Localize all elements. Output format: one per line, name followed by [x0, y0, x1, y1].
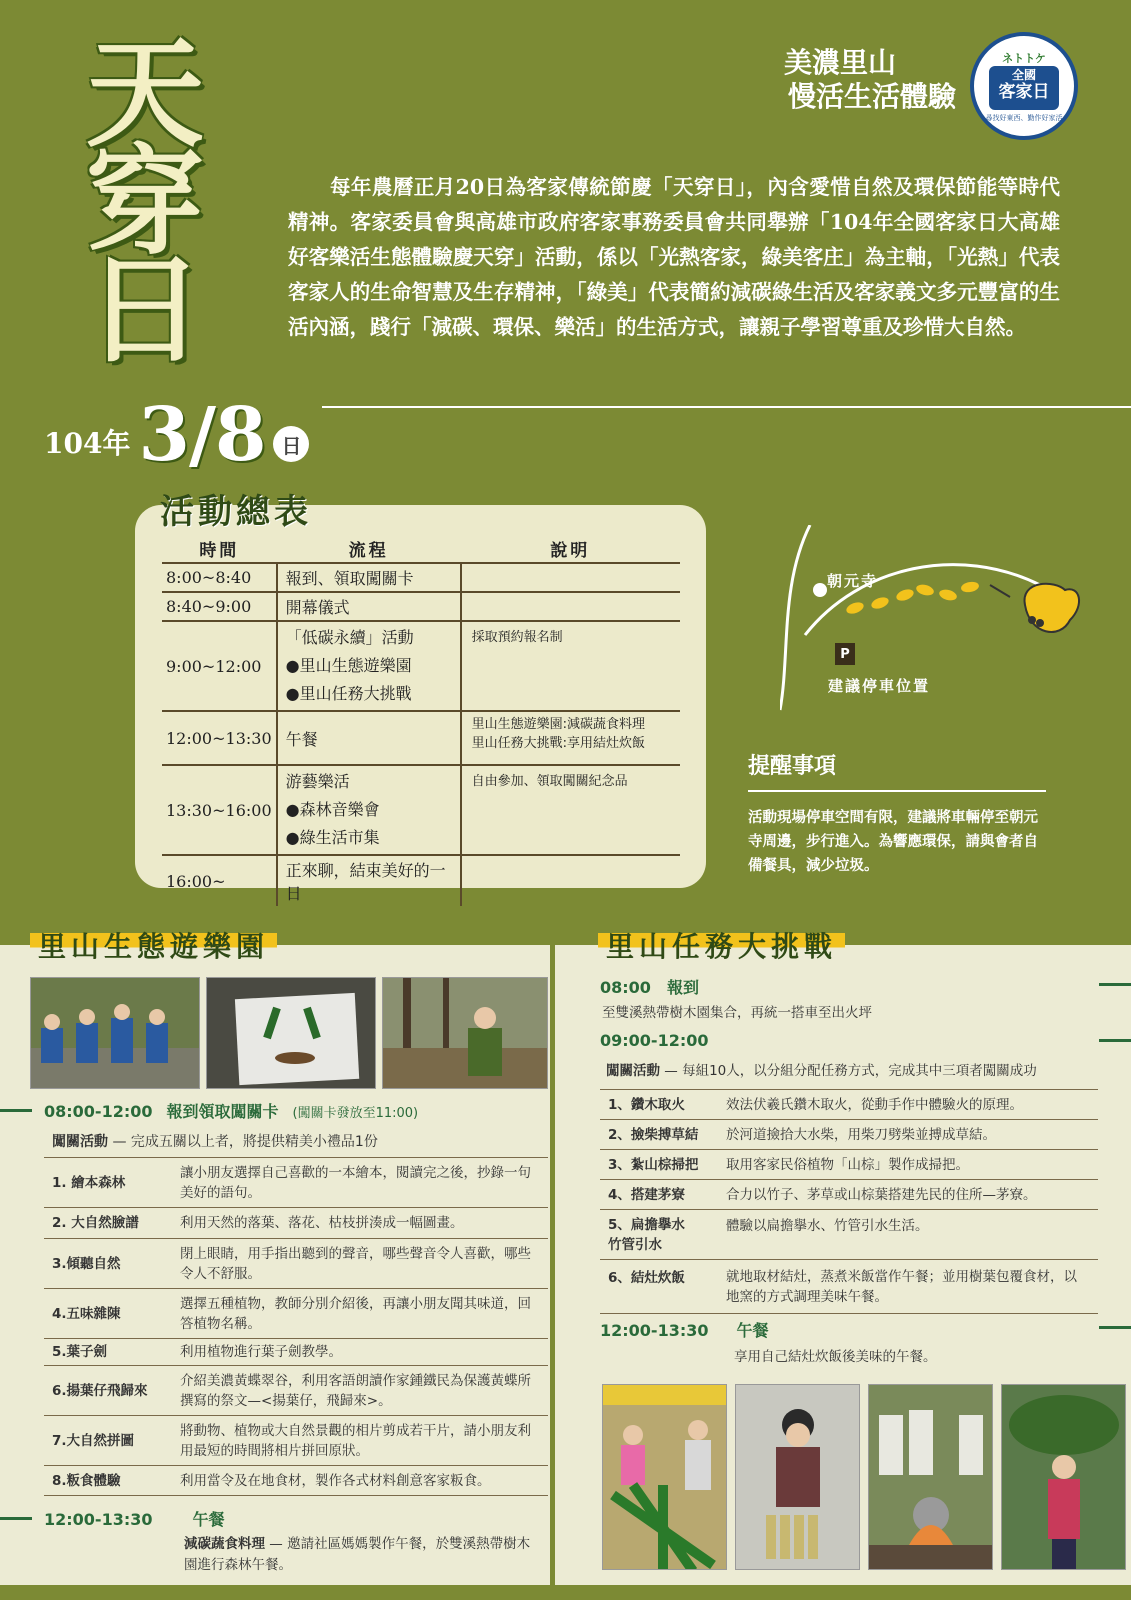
schedule-flow	[277, 765, 461, 855]
activity-desc: 介紹美濃黃蝶翠谷，利用客語朗讀作家鍾鐵民為保護黃蝶所撰寫的祭文—<揚葉仔，飛歸來>。	[172, 1366, 548, 1416]
schedule-time: 8:00~8:40	[162, 563, 277, 592]
schedule-flow-line: 游藝樂活	[285, 772, 350, 791]
dash-icon: —	[112, 1134, 131, 1150]
right-lunch-desc: 享用自己結灶炊飯後美味的午餐。	[734, 1349, 937, 1365]
table-row	[44, 1208, 548, 1239]
main-title	[60, 24, 230, 379]
right-checkin-desc: 至雙溪熱帶樹木園集合，再統一搭車至出火坪	[602, 1005, 872, 1021]
left-checkin-row	[44, 1099, 418, 1122]
activity-desc: 利用植物進行葉子劍教學。	[172, 1339, 548, 1366]
hakka-day-logo	[970, 32, 1078, 140]
activity-desc: 利用天然的落葉、落花、枯枝拼湊成一幅圖畫。	[172, 1208, 548, 1239]
left-activity-desc: 完成五關以上者，將提供精美小禮品1份	[130, 1134, 378, 1150]
left-photo-2	[206, 977, 376, 1089]
schedule-row	[162, 563, 680, 592]
event-date	[44, 392, 309, 478]
right-lunch-row	[600, 1318, 769, 1341]
schedule-time: 16:00~	[166, 871, 226, 891]
left-activity-row	[52, 1131, 378, 1151]
schedule-row	[162, 855, 680, 906]
activity-desc: 利用當令及在地食材，製作各式材料創意客家粄食。	[172, 1466, 548, 1496]
title-char-1: 天	[85, 24, 204, 163]
activity-desc: 將動物、植物或大自然景觀的相片剪成若干片，請小朋友利用最短的時間將相片拼回原狀。	[172, 1416, 548, 1466]
slogan-line-2: 慢活生活體驗	[787, 80, 956, 113]
title-char-2: 穿	[85, 132, 204, 271]
map-parking-label: 建議停車位置	[828, 677, 931, 695]
slogan	[784, 46, 956, 114]
task-desc: 就地取材結灶，蒸煮米飯當作午餐；並用樹葉包覆食材，以地窯的方式調理美味午餐。	[718, 1260, 1098, 1314]
activity-desc: 選擇五種植物，教師分別介紹後，再讓小朋友聞其味道，回答植物名稱。	[172, 1289, 548, 1339]
schedule-note: 里山生態遊樂園:減碳蔬食料理 里山任務大挑戰:享用結灶炊飯	[461, 711, 680, 765]
schedule-header-time: 時間	[162, 535, 277, 563]
left-section-title: 里山生態遊樂園	[30, 925, 277, 965]
map-temple-label: 朝元寺	[827, 572, 879, 590]
activity-name: 6.揚葉仔飛歸來	[44, 1366, 172, 1416]
schedule-flow: 報到、領取闖關卡	[277, 563, 461, 592]
right-activity-desc: 每組10人，以分組分配任務方式，完成其中三項者闖關成功	[682, 1063, 1037, 1079]
intro-paragraph: 每年農曆正月20日為客家傳統節慶「天穿日」，內含愛惜自然及環保節能等時代精神。客家委員會與高雄市政府客家事務委員會共同舉辦「104年全國客家日大高雄好客樂活生態體驗慶天穿」活動，係以「光熱客家，綠美客庄」為主軸，「光熱」代表客家人的生命智慧及生存精神，「綠美」代表簡約減碳綠生活及客家義文多元豐富的生活內涵，踐行「減碳、環保、樂活」的生活方式，讓親子學習尊重及珍惜大自然。	[288, 175, 1060, 339]
left-time-2-label: 午餐	[192, 1510, 225, 1529]
left-lunch-desc-row	[184, 1534, 534, 1576]
left-time-1-label: 報到領取闖關卡	[166, 1102, 279, 1121]
schedule-flow-line: 「低碳永續」活動	[285, 628, 414, 647]
date-month-day: 3/8	[138, 392, 266, 478]
schedule-header-note: 說明	[461, 535, 680, 563]
left-time-1: 08:00-12:00	[44, 1102, 153, 1121]
schedule-flow: 開幕儀式	[277, 592, 461, 621]
schedule-time: 9:00~12:00	[162, 621, 277, 711]
task-name: 6、結灶炊飯	[600, 1260, 718, 1314]
schedule-note: 自由參加、領取闖關紀念品	[461, 765, 680, 855]
left-lunch-desc: 邀請社區媽媽製作午餐，於雙溪熱帶樹木園進行森林午餐。	[184, 1536, 531, 1573]
task-desc: 取用客家民俗植物「山棕」製作成掃把。	[718, 1150, 1098, 1180]
table-row	[44, 1158, 548, 1208]
left-time-marker	[0, 1109, 32, 1112]
schedule-flow-line: ●里山任務大挑戰	[285, 684, 412, 703]
right-checkin-row	[600, 975, 699, 998]
left-photo-1	[30, 977, 200, 1089]
task-desc: 於河道撿拾大水柴，用柴刀劈柴並搏成草結。	[718, 1120, 1098, 1150]
task-name: 5、扁擔擧水 竹管引水	[600, 1210, 718, 1260]
table-row	[44, 1339, 548, 1366]
right-photo-3	[868, 1384, 993, 1570]
left-time-1-note: (闖關卡發放至11:00)	[292, 1106, 419, 1121]
activity-name: 3.傾聽自然	[44, 1239, 172, 1289]
right-time-3: 12:00-13:30	[600, 1321, 709, 1340]
right-photo-2	[735, 1384, 860, 1570]
slogan-line-1: 美濃里山	[783, 46, 896, 79]
right-time-3-label: 午餐	[736, 1321, 769, 1340]
schedule-header-flow: 流程	[277, 535, 461, 563]
schedule-flow-line: ●森林音樂會	[285, 800, 380, 819]
right-time-1-label: 報到	[666, 978, 699, 997]
butterfly-icon	[990, 584, 1079, 632]
activity-name: 5.葉子劍	[44, 1339, 172, 1366]
schedule-note	[461, 592, 680, 621]
table-row	[44, 1239, 548, 1289]
right-time-marker	[1099, 983, 1131, 986]
dash-icon: —	[269, 1536, 288, 1552]
schedule-time: 13:30~16:00	[162, 765, 277, 855]
right-activity-table	[600, 1089, 1098, 1314]
table-row	[600, 1180, 1098, 1210]
dash-icon: —	[664, 1063, 683, 1079]
task-desc: 體驗以扁擔擧水、竹管引水生活。	[718, 1210, 1098, 1260]
table-row	[44, 1416, 548, 1466]
activity-name: 4.五味雜陳	[44, 1289, 172, 1339]
table-row	[600, 1090, 1098, 1120]
right-activity-row	[606, 1059, 1037, 1079]
table-row	[600, 1210, 1098, 1260]
schedule-time: 8:40~9:00	[162, 592, 277, 621]
left-activity-label: 闖關活動	[52, 1134, 108, 1150]
task-desc: 效法伏羲氏鑽木取火，從動手作中體驗火的原理。	[718, 1090, 1098, 1120]
logo-line-2b: 客家日	[998, 81, 1050, 102]
table-row	[44, 1289, 548, 1339]
reminder-text: 活動現場停車空間有限，建議將車輛停至朝元寺周邊，步行進入。為響應環保，請與會者自備餐具，減少垃圾。	[748, 809, 1038, 874]
right-time-1: 08:00	[600, 978, 651, 997]
right-time-marker	[1099, 1039, 1131, 1042]
schedule-note	[461, 855, 680, 906]
schedule-title: 活動總表	[160, 492, 312, 532]
table-row	[600, 1260, 1098, 1314]
date-weekday: 日	[273, 426, 309, 462]
table-row	[600, 1150, 1098, 1180]
divider	[322, 406, 1131, 408]
right-activity-label: 闖關活動	[606, 1063, 660, 1079]
title-char-3: 日	[85, 240, 204, 379]
parking-icon: P	[835, 643, 855, 665]
schedule-note	[461, 563, 680, 592]
activity-name: 2. 大自然臉譜	[44, 1208, 172, 1239]
right-section-title: 里山任務大挑戰	[598, 925, 845, 965]
logo-line-2a: 全國	[1011, 67, 1036, 82]
table-row	[44, 1366, 548, 1416]
date-year: 104年	[44, 427, 131, 460]
schedule-row	[162, 592, 680, 621]
schedule-note: 採取預約報名制	[461, 621, 680, 711]
logo-badge	[989, 66, 1059, 110]
right-photo-4	[1001, 1384, 1126, 1570]
schedule-row	[162, 765, 680, 855]
activity-name: 7.大自然拼圖	[44, 1416, 172, 1466]
right-time-marker	[1099, 1326, 1131, 1329]
schedule-header-row	[162, 535, 680, 563]
activity-desc: 讓小朋友選擇自己喜歡的一本繪本，閱讀完之後，抄錄一句美好的語句。	[172, 1158, 548, 1208]
right-time-2: 09:00-12:00	[600, 1031, 709, 1050]
schedule-table	[162, 535, 680, 906]
schedule-row	[162, 711, 680, 765]
schedule-row	[162, 621, 680, 711]
schedule-time: 12:00~13:30	[162, 711, 277, 765]
schedule-flow: 正來聊，結束美好的一日	[277, 855, 461, 906]
reminder-title: 提醒事項	[748, 753, 837, 779]
schedule-flow-line: ●里山生態遊樂園	[285, 656, 412, 675]
task-name: 2、撿柴搏草結	[600, 1120, 718, 1150]
activity-name: 8.粄食體驗	[44, 1466, 172, 1496]
schedule-flow	[277, 621, 461, 711]
logo-line-1: ネトトケ	[1002, 51, 1046, 65]
logo-line-3: 尋找好東西、勤作好家活	[985, 113, 1063, 122]
activity-desc: 閉上眼睛，用手指出聽到的聲音，哪些聲音令人喜歡，哪些令人不舒服。	[172, 1239, 548, 1289]
task-desc: 合力以竹子、茅草或山棕葉搭建先民的住所—茅寮。	[718, 1180, 1098, 1210]
left-lunch-label: 減碳蔬食料理	[184, 1536, 265, 1552]
left-lunch-row	[44, 1507, 225, 1530]
table-row	[44, 1466, 548, 1496]
bottom-bar	[0, 1585, 1131, 1600]
left-activity-table	[44, 1157, 548, 1496]
activity-name: 1. 繪本森林	[44, 1158, 172, 1208]
left-photo-3	[382, 977, 548, 1089]
table-row	[600, 1120, 1098, 1150]
task-name: 3、紮山棕掃把	[600, 1150, 718, 1180]
left-time-2: 12:00-13:30	[44, 1510, 153, 1529]
reminder-divider	[748, 790, 1046, 792]
task-name: 1、鑽木取火	[600, 1090, 718, 1120]
right-photo-1	[602, 1384, 727, 1570]
schedule-flow-line: ●綠生活市集	[285, 828, 380, 847]
left-time-marker	[0, 1517, 32, 1520]
schedule-flow: 午餐	[277, 711, 461, 765]
task-name: 4、搭建茅寮	[600, 1180, 718, 1210]
